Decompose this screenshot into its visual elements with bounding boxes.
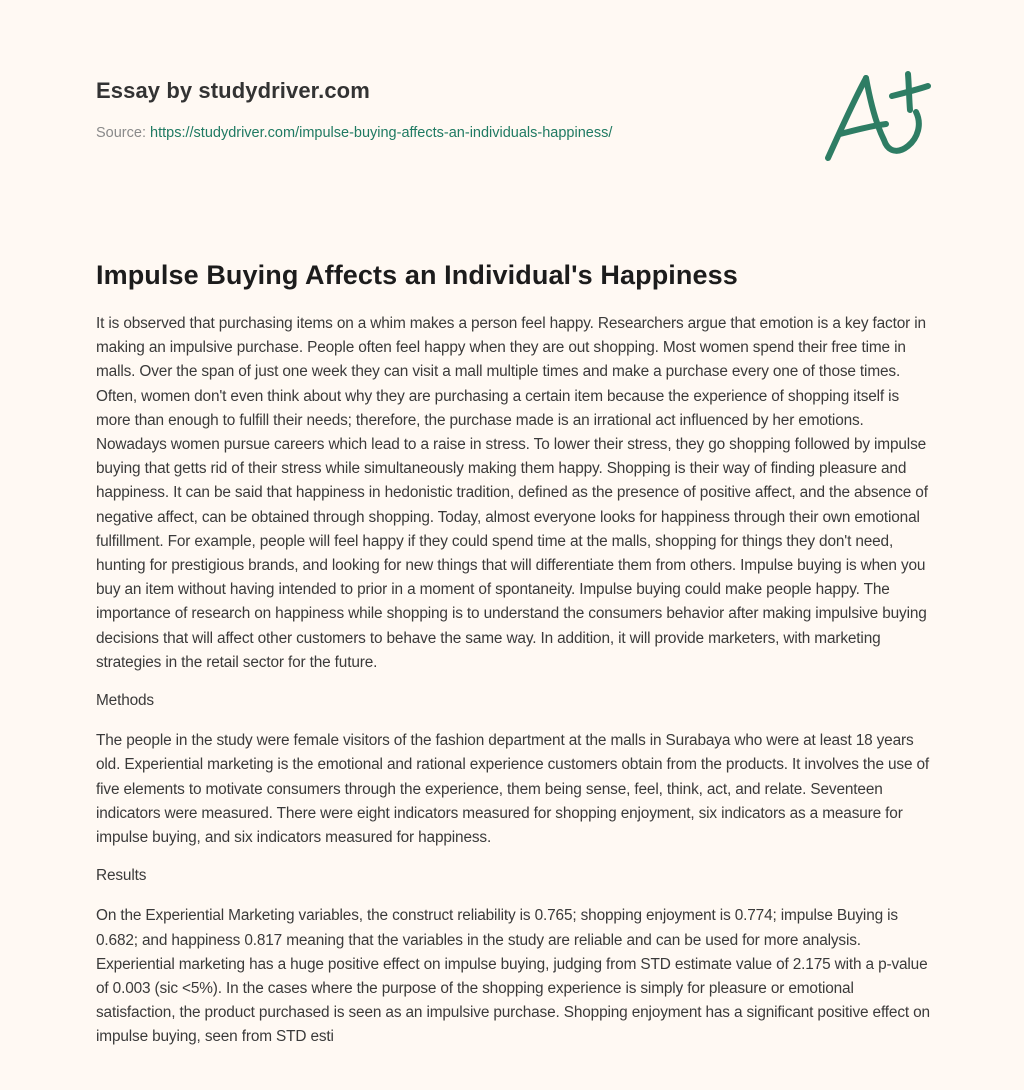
source-link[interactable]: https://studydriver.com/impulse-buying-affects-an-individuals-happiness/	[150, 125, 613, 141]
source-label: Source:	[96, 125, 146, 141]
a-plus-grade-icon	[818, 66, 933, 166]
essay-body	[96, 312, 932, 1064]
essay-title: Impulse Buying Affects an Individual's Happiness	[96, 260, 738, 290]
source-line	[96, 123, 796, 143]
results-paragraph: On the Experiential Marketing variables, the construct reliability is 0.765; shopping enjoyment is 0.774; impulse Buying is 0.682; and happiness 0.817 meaning that the variables in the study are reliable and can be used for more analysis. Experiential marketing has a huge positive effect on impulse buying, judging from STD estimate value of 2.175 with a p-value of 0.003 (sic <5%). In the cases where the purpose of the shopping experience is simply for pleasure or emotional satisfaction, the product purchased is seen as an impulsive purchase. Shopping enjoyment has a significant positive effect on impulse buying, seen from STD esti	[96, 907, 930, 1046]
page-header	[96, 76, 796, 143]
results-heading: Results	[96, 867, 147, 885]
intro-paragraph: It is observed that purchasing items on a whim makes a person feel happy. Researchers argue that emotion is a key factor in making an impulsive purchase. People often feel happy when they are out shopping. Most women spend their free time in malls. Over the span of just one week they can visit a mall multiple times and make a purchase every one of those times. Often, women don't even think about why they are purchasing a certain item because the experience of shopping itself is more than enough to fulfill their needs; therefore, the purchase made is an irrational act influenced by her emotions. Nowadays women pursue careers which lead to a raise in stress. To lower their stress, they go shopping followed by impulse buying that getts rid of their stress while simultaneously making them happy. Shopping is their way of finding pleasure and happiness. It can be said that happiness in hedonistic tradition, defined as the presence of positive affect, and the absence of negative affect, can be obtained through shopping. Today, almost everyone looks for happiness through their own emotional fulfillment. For example, people will feel happy if they could spend time at the malls, shopping for things they don't need, hunting for prestigious brands, and looking for new things that will differentiate them from others. Impulse buying is when you buy an item without having intended to prior in a moment of spontaneity. Impulse buying could make people happy. The importance of research on happiness while shopping is to understand the consumers behavior after making impulsive buying decisions that will affect other customers to behave the same way. In addition, it will provide marketers, with marketing strategies in the retail sector for the future.	[96, 315, 928, 671]
methods-heading: Methods	[96, 692, 154, 710]
methods-paragraph: The people in the study were female visitors of the fashion department at the malls in Surabaya who were at least 18 years old. Experiential marketing is the emotional and rational experience customers obtain from the products. It involves the use of five elements to motivate consumers through the experience, them being sense, feel, think, act, and relate. Seventeen indicators were measured. There were eight indicators measured for shopping enjoyment, six indicators as a measure for impulse buying, and six indicators measured for happiness.	[96, 732, 930, 847]
site-title: Essay by studydriver.com	[96, 78, 370, 103]
